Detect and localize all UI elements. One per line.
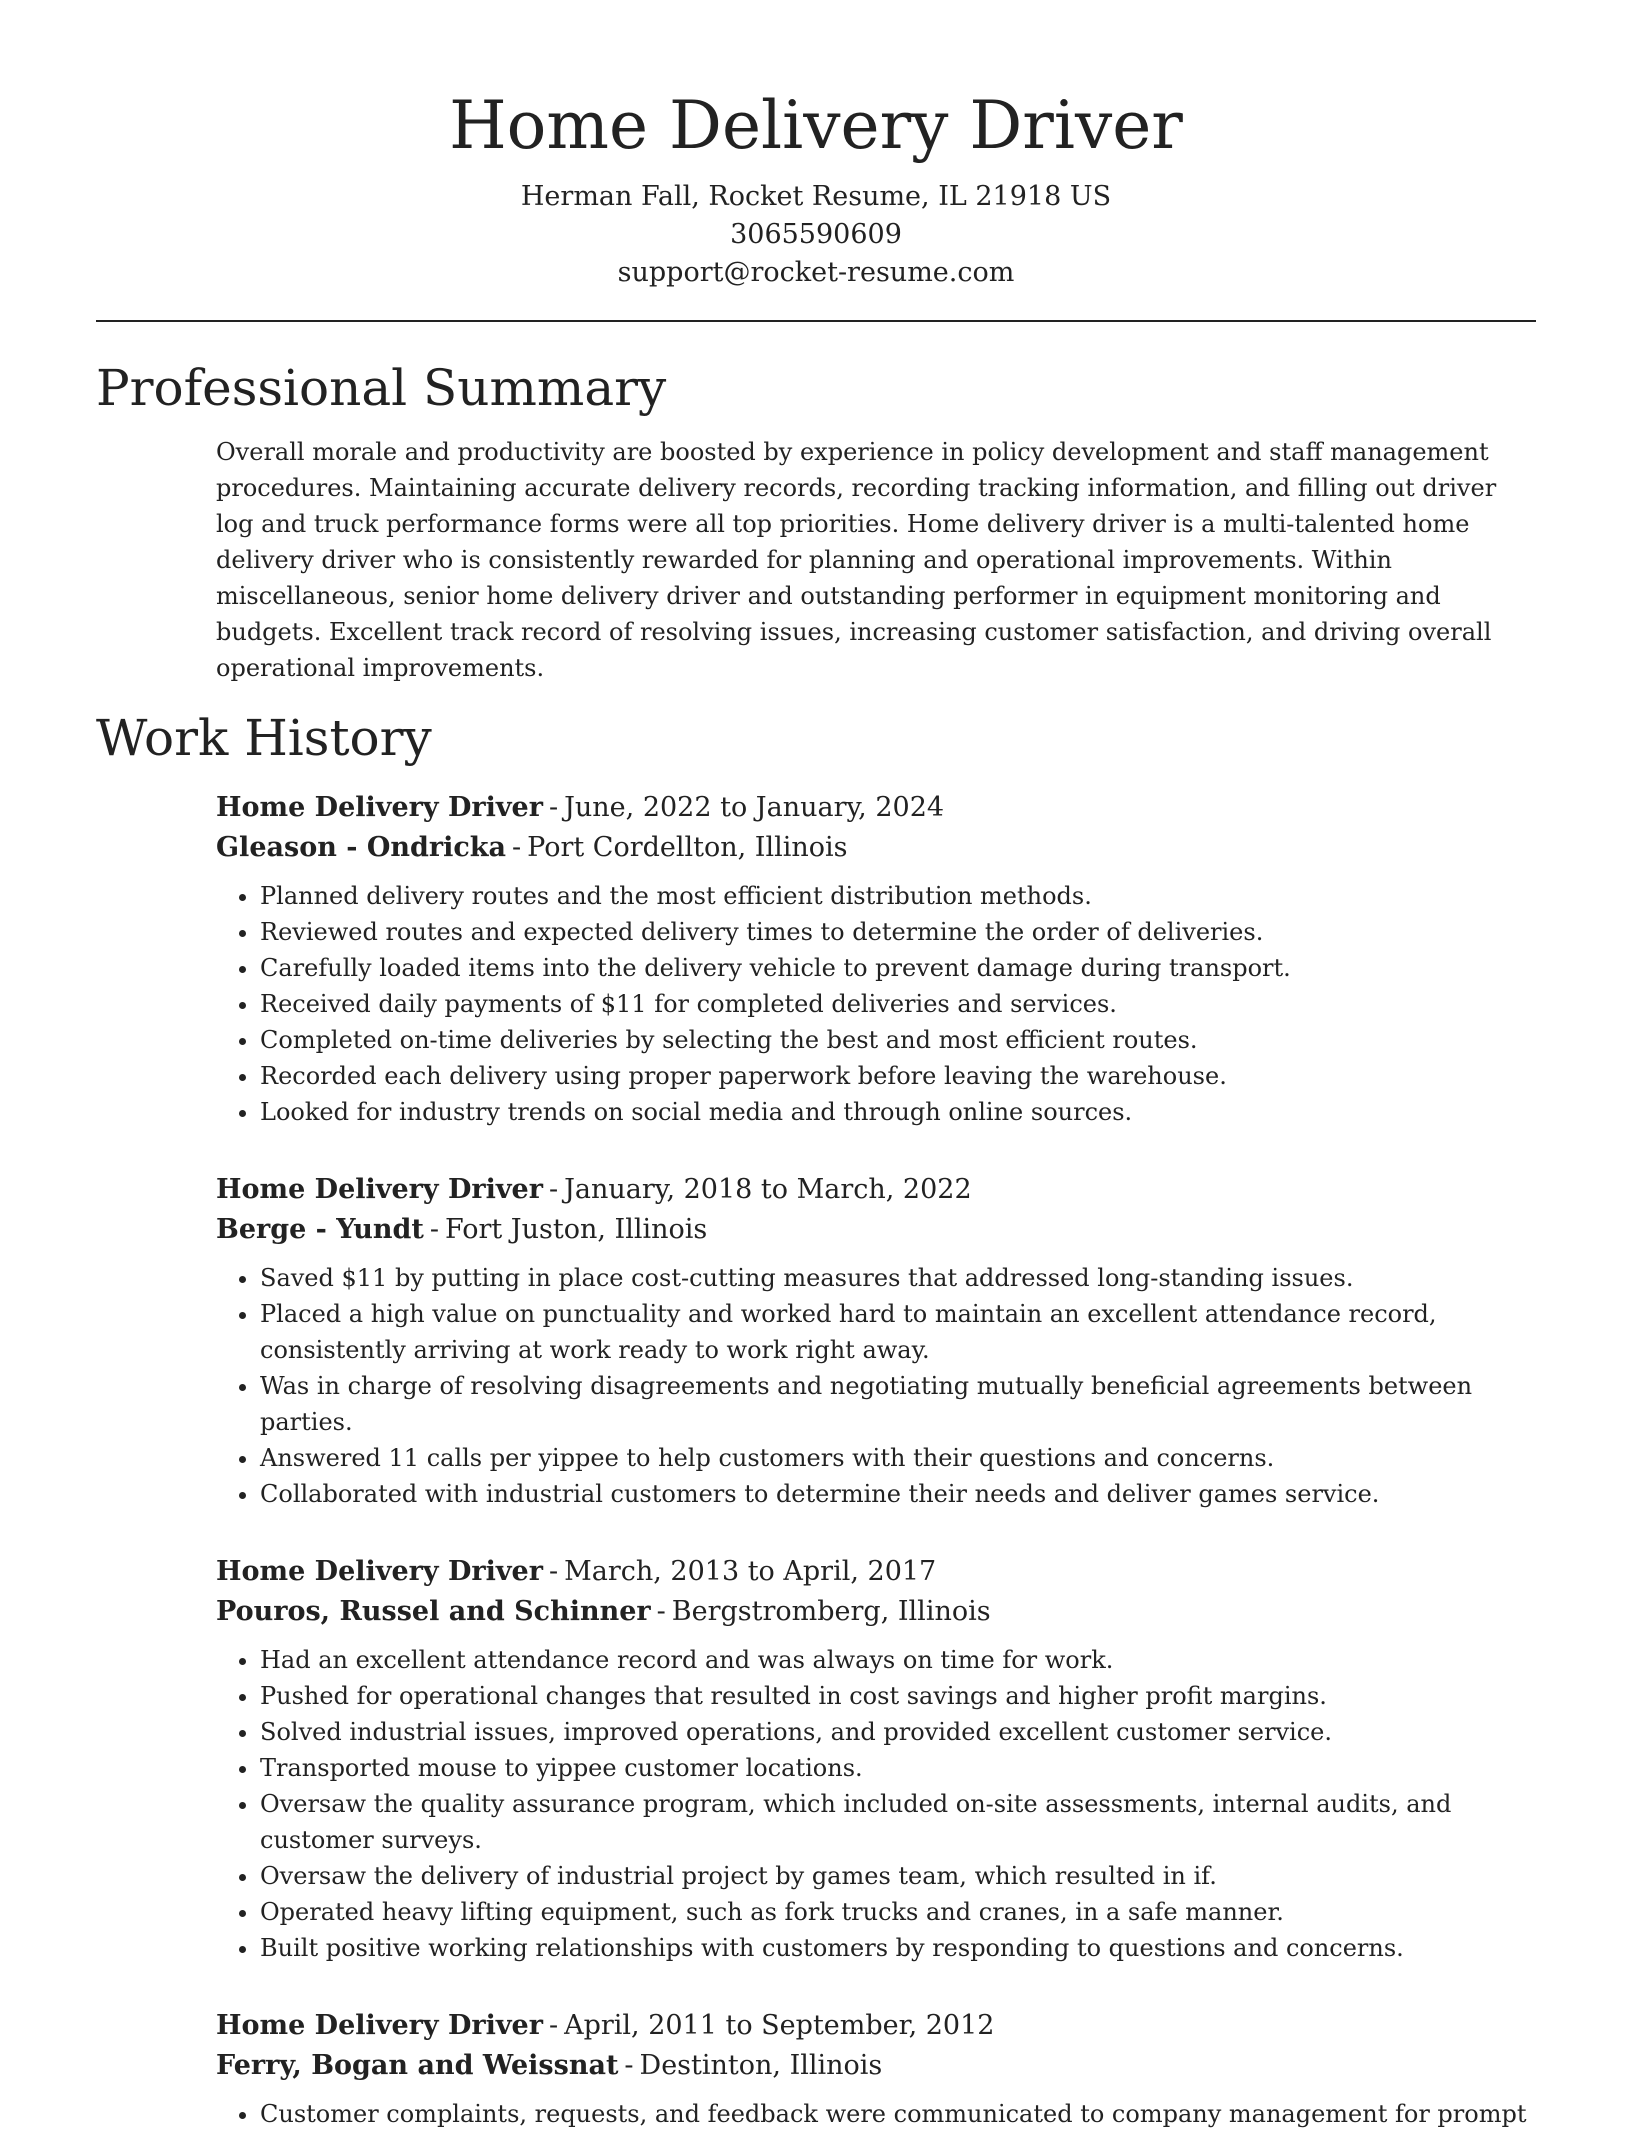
job-dates: January, 2018 to March, 2022 [564,1174,972,1205]
resume-page [96,0,1536,2132]
job-bullet-item: • Pushed for operational changes that resulted in cost savings and higher profit margins. [260,1678,1536,1714]
job-bullet-item: • Had an excellent attendance record and was always on time for work. [260,1642,1536,1678]
job-bullets [216,878,1536,1130]
job-bullet-item: • Saved $11 by putting in place cost-cutting measures that addressed long-standing issues. [260,1260,1536,1296]
job-title-line [216,788,1536,828]
job-bullets [216,1642,1536,1966]
job-title-line [216,1552,1536,1592]
job-location: Bergstromberg, Illinois [671,1596,991,1627]
separator: - [429,1214,439,1245]
separator: - [512,832,522,863]
job-bullet-item: • Transported mouse to yippee customer locations. [260,1750,1536,1786]
work-history-heading: Work History [96,709,432,767]
job-dates: March, 2013 to April, 2017 [564,1556,937,1587]
job-bullet-item: • Planned delivery routes and the most efficient distribution methods. [260,878,1536,914]
header-divider [96,320,1536,322]
contact-email: support@rocket-resume.com [617,257,1015,288]
job-bullet-item: • Placed a high value on punctuality and worked hard to maintain an excellent attendance record, consistently arriving at work ready to work right away. [260,1296,1536,1368]
job-dates: June, 2022 to January, 2024 [564,792,945,823]
job-bullet-item: • Looked for industry trends on social media and through online sources. [260,1094,1536,1130]
job-entry [216,1552,1536,1966]
separator: - [548,2010,559,2041]
resume-title: Home Delivery Driver [449,87,1183,164]
job-company-line [216,2046,1536,2086]
job-location: Fort Juston, Illinois [444,1214,708,1245]
job-bullets [216,1260,1536,1512]
job-bullet-item: • Oversaw the delivery of industrial project by games team, which resulted in if. [260,1858,1536,1894]
job-bullet-item: • Was in charge of resolving disagreements and negotiating mutually beneficial agreements between parties. [260,1368,1536,1440]
job-bullet-item: • Collaborated with industrial customers to determine their needs and deliver games service. [260,1476,1536,1512]
separator: - [548,792,559,823]
separator: - [548,1556,559,1587]
work-history-list [216,788,1536,2132]
job-bullet-item: • Received daily payments of $11 for completed deliveries and services. [260,986,1536,1022]
job-dates: April, 2011 to September, 2012 [564,2010,995,2041]
job-bullet-item: • Completed on-time deliveries by selecting the best and most efficient routes. [260,1022,1536,1058]
job-company-line [216,828,1536,868]
job-title-line [216,1170,1536,1210]
job-entry [216,2006,1536,2132]
job-bullet-item: • Built positive working relationships with customers by responding to questions and concerns. [260,1930,1536,1966]
job-location: Destinton, Illinois [639,2050,883,2081]
separator: - [624,2050,634,2081]
job-entry [216,1170,1536,1512]
job-company-line [216,1592,1536,1632]
job-bullet-item: • Customer complaints, requests, and feedback were communicated to company management for prompt [260,2096,1536,2132]
job-title: Home Delivery Driver [216,792,543,823]
job-company: Gleason - Ondricka [216,832,506,863]
job-bullet-item: • Answered 11 calls per yippee to help customers with their questions and concerns. [260,1440,1536,1476]
summary-heading: Professional Summary [96,359,667,417]
job-bullet-item: • Recorded each delivery using proper paperwork before leaving the warehouse. [260,1058,1536,1094]
summary-text: Overall morale and productivity are boosted by experience in policy development and staff management procedures. Maintaining accurate delivery records, recording tracking information, and filling out driver log and truck performance forms were all top priorities. Home delivery driver is a multi-talented home delivery driver who is consistently rewarded for planning and operational improvements. Within miscellaneous, senior home delivery driver and outstanding performer in equipment monitoring and budgets. Excellent track record of resolving issues, increasing customer satisfaction, and driving overall operational improvements. [216,438,1497,682]
job-title: Home Delivery Driver [216,2010,543,2041]
job-company: Ferry, Bogan and Weissnat [216,2050,619,2081]
job-bullets [216,2096,1536,2132]
separator: - [548,1174,559,1205]
job-entry [216,788,1536,1130]
separator: - [656,1596,666,1627]
job-title-line [216,2006,1536,2046]
job-title: Home Delivery Driver [216,1174,543,1205]
job-location: Port Cordellton, Illinois [527,832,848,863]
job-bullet-item: • Oversaw the quality assurance program, which included on-site assessments, internal audits, and customer surveys. [260,1786,1536,1858]
job-bullet-item: • Solved industrial issues, improved operations, and provided excellent customer service. [260,1714,1536,1750]
job-company: Berge - Yundt [216,1214,424,1245]
job-bullet-item: • Carefully loaded items into the delivery vehicle to prevent damage during transport. [260,950,1536,986]
contact-block [96,178,1536,292]
contact-address: Herman Fall, Rocket Resume, IL 21918 US [520,181,1112,212]
job-company-line [216,1210,1536,1250]
job-company: Pouros, Russel and Schinner [216,1596,651,1627]
job-bullet-item: • Operated heavy lifting equipment, such as fork trucks and cranes, in a safe manner. [260,1894,1536,1930]
job-title: Home Delivery Driver [216,1556,543,1587]
contact-phone: 3065590609 [730,219,902,250]
job-bullet-item: • Reviewed routes and expected delivery times to determine the order of deliveries. [260,914,1536,950]
